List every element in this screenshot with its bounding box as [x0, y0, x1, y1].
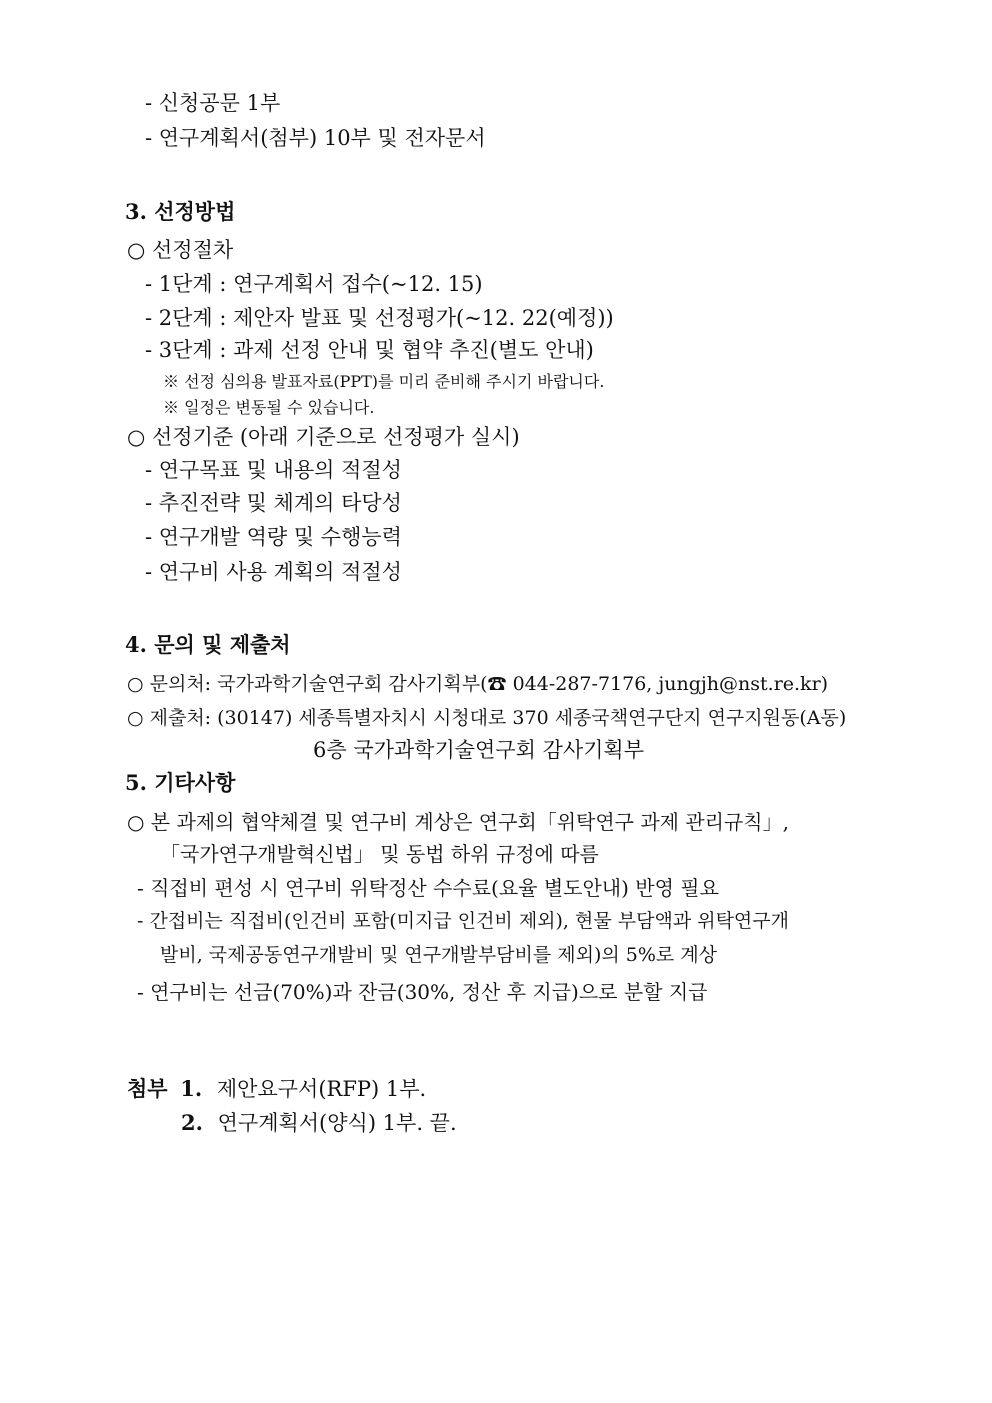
notes-item-2-line-2: 발비, 국제공동연구개발비 및 연구개발부담비를 제외)의 5%로 계상: [160, 944, 718, 966]
criteria-item-1: - 연구목표 및 내용의 적절성: [145, 458, 402, 482]
attachment-1-text: 제안요구서(RFP) 1부.: [216, 1077, 427, 1101]
procedure-step-3: - 3단계 : 과제 선정 안내 및 협약 추진(별도 안내): [145, 338, 594, 362]
notes-item-2-line-1: - 간접비는 직접비(인건비 포함(미지급 인건비 제외), 현물 부담액과 위탁연구개: [137, 910, 789, 932]
note-1: ※ 선정 심의용 발표자료(PPT)를 미리 준비해 주시기 바랍니다.: [163, 372, 605, 391]
attachment-2: [181, 1110, 457, 1136]
submission-item-2: - 연구계획서(첨부) 10부 및 전자문서: [145, 126, 486, 150]
attachments-block: [127, 1076, 426, 1102]
notes-item-1: - 직접비 편성 시 연구비 위탁정산 수수료(요율 별도안내) 반영 필요: [137, 876, 719, 900]
section-5-heading: 5. 기타사항: [125, 770, 236, 795]
procedure-title: ○ 선정절차: [127, 238, 234, 262]
submit-address-line-1: ○ 제출처: (30147) 세종특별자치시 시청대로 370 세종국책연구단지 연구지원동(A동): [127, 707, 847, 729]
attachments-label: 첨부: [127, 1076, 168, 1101]
attachment-2-number: 2.: [181, 1110, 203, 1135]
section-3-heading: 3. 선정방법: [125, 199, 236, 224]
section-4-heading: 4. 문의 및 제출처: [125, 632, 291, 657]
note-2: ※ 일정은 변동될 수 있습니다.: [163, 398, 375, 417]
submission-item-1: - 신청공문 1부: [145, 91, 281, 115]
attachment-1-number: 1.: [180, 1076, 203, 1101]
notes-paragraph-line-2: 「국가연구개발혁신법」 및 동법 하위 규정에 따름: [160, 842, 599, 866]
criteria-item-4: - 연구비 사용 계획의 적절성: [145, 560, 402, 584]
criteria-item-3: - 연구개발 역량 및 수행능력: [145, 525, 402, 549]
notes-paragraph-line-1: ○ 본 과제의 협약체결 및 연구비 계상은 연구회「위탁연구 과제 관리규칙」,: [127, 810, 789, 834]
submit-address-line-2: 6층 국가과학기술연구회 감사기획부: [313, 738, 645, 762]
notes-item-3: - 연구비는 선금(70%)과 잔금(30%, 정산 후 지급)으로 분할 지급: [137, 980, 708, 1004]
inquiry-line: ○ 문의처: 국가과학기술연구회 감사기획부(☎ 044-287-7176, jungjh@nst.re.kr): [127, 673, 829, 695]
procedure-step-2: - 2단계 : 제안자 발표 및 선정평가(~12. 22(예정)): [145, 306, 614, 330]
procedure-step-1: - 1단계 : 연구계획서 접수(~12. 15): [145, 272, 483, 296]
attachment-2-text: 연구계획서(양식) 1부. 끝.: [217, 1111, 457, 1135]
criteria-item-2: - 추진전략 및 체계의 타당성: [145, 491, 402, 515]
criteria-title: ○ 선정기준 (아래 기준으로 선정평가 실시): [127, 425, 520, 449]
